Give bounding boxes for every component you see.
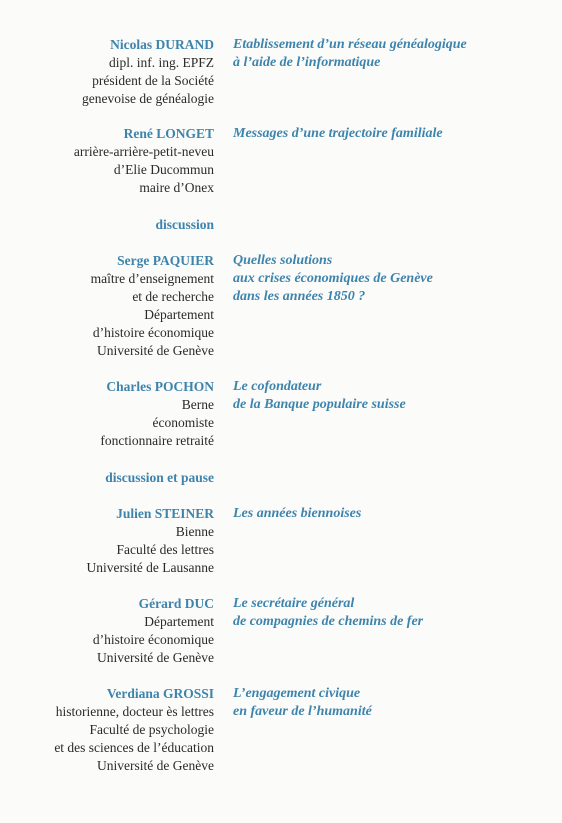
talk-title-line: de compagnies de chemins de fer	[233, 614, 424, 629]
speaker-affiliation-line: Département	[144, 614, 214, 629]
speaker-name: Julien STEINER	[116, 506, 214, 521]
talk-title	[233, 378, 553, 414]
speaker-name: René LONGET	[123, 126, 214, 141]
talk-title-line: dans les années 1850 ?	[233, 289, 366, 304]
speaker-affiliation-line: Faculté de psychologie	[89, 722, 214, 737]
talk-title	[233, 505, 553, 523]
speaker-affiliation-line: président de la Société	[92, 73, 214, 88]
speaker-info	[14, 36, 214, 108]
talk-title-line: Le secrétaire général	[233, 596, 355, 611]
speaker-affiliation-line: genevoise de généalogie	[82, 91, 214, 106]
speaker-affiliation-line: Université de Lausanne	[86, 560, 214, 575]
talk-title-line: en faveur de l’humanité	[233, 704, 372, 719]
speaker-affiliation-line: fonctionnaire retraité	[100, 433, 214, 448]
speaker-name: Serge PAQUIER	[117, 253, 214, 268]
speaker-affiliation-line: Faculté des lettres	[116, 542, 214, 557]
talk-title-line: aux crises économiques de Genève	[233, 271, 433, 286]
speaker-info	[14, 685, 214, 775]
speaker-affiliation-line: Université de Genève	[97, 758, 214, 773]
talk-title	[233, 685, 553, 721]
break-label: discussion et pause	[105, 470, 214, 485]
speaker-info	[14, 252, 214, 360]
speaker-affiliation-line: arrière-arrière-petit-neveu	[73, 144, 214, 159]
speaker-affiliation-line: maître d’enseignement	[90, 271, 214, 286]
speaker-affiliation-line: historienne, docteur ès lettres	[55, 704, 214, 719]
speaker-affiliation-line: Université de Genève	[97, 343, 214, 358]
break-label: discussion	[155, 217, 214, 232]
speaker-name: Verdiana GROSSI	[106, 686, 214, 701]
speaker-info	[14, 595, 214, 667]
speaker-name: Charles POCHON	[106, 379, 214, 394]
speaker-affiliation-line: Université de Genève	[97, 650, 214, 665]
talk-title-line: de la Banque populaire suisse	[233, 397, 406, 412]
speaker-affiliation-line: maire d’Onex	[139, 180, 214, 195]
speaker-affiliation-line: dipl. inf. ing. EPFZ	[108, 55, 214, 70]
talk-title-line: Messages d’une trajectoire familiale	[233, 126, 443, 141]
talk-title-line: Quelles solutions	[233, 253, 333, 268]
speaker-affiliation-line: d’histoire économique	[92, 325, 214, 340]
speaker-affiliation-line: Département	[144, 307, 214, 322]
talk-title	[233, 36, 553, 72]
talk-title	[233, 125, 553, 143]
talk-title-line: Les années biennoises	[233, 506, 362, 521]
speaker-name: Nicolas DURAND	[110, 37, 214, 52]
talk-title-line: Le cofondateur	[233, 379, 322, 394]
talk-title-line: à l’aide de l’informatique	[233, 55, 381, 70]
speaker-info	[14, 378, 214, 450]
speaker-affiliation-line: d’Elie Ducommun	[113, 162, 214, 177]
speaker-affiliation-line: Bienne	[175, 524, 214, 539]
speaker-name: Gérard DUC	[138, 596, 214, 611]
speaker-affiliation-line: d’histoire économique	[92, 632, 214, 647]
speaker-affiliation-line: économiste	[152, 415, 214, 430]
talk-title	[233, 252, 553, 306]
speaker-info	[14, 505, 214, 577]
talk-title	[233, 595, 553, 631]
speaker-affiliation-line: et des sciences de l’éducation	[54, 740, 214, 755]
talk-title-line: Etablissement d’un réseau généalogique	[233, 37, 467, 52]
talk-title-line: L’engagement civique	[233, 686, 361, 701]
speaker-affiliation-line: Berne	[181, 397, 214, 412]
speaker-info	[14, 125, 214, 197]
speaker-affiliation-line: et de recherche	[132, 289, 214, 304]
